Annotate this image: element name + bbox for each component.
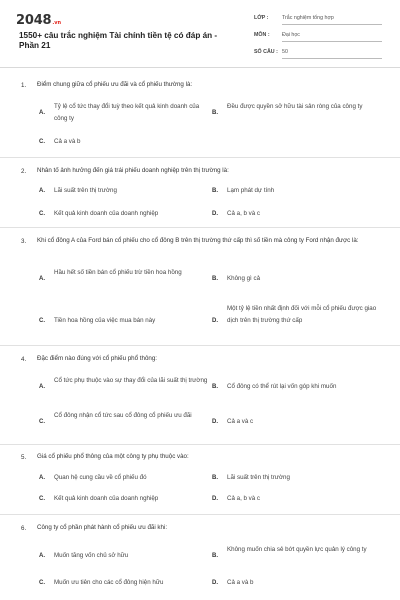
option-text: Đều được quyền sở hữu tài sản ròng của công ty: [227, 103, 363, 110]
option-text: Cổ đông nhận cổ tức sau cổ đông cổ phiếu ưu đãi: [54, 412, 192, 419]
option-letter: A.: [39, 110, 45, 116]
question-number: 6.: [21, 525, 27, 532]
meta-value: Đại học: [282, 32, 300, 38]
option-text: Lãi suất trên thị trường: [227, 474, 290, 481]
option-text: Cả a và b: [54, 138, 81, 145]
option-text: Cả a, b và c: [227, 210, 261, 217]
question-text: Khi cổ đông A của Ford bán cổ phiếu cho cổ đông B trên thị trường thứ cấp thì số tiền mà công ty Ford nhận được là:: [37, 237, 359, 244]
question-4: [0, 346, 400, 445]
option-letter: B.: [212, 110, 218, 116]
meta-label: MÔN :: [254, 32, 270, 38]
option-text: Kết quả kinh doanh của doanh nghiệp: [54, 495, 159, 502]
option-letter: A.: [39, 553, 45, 559]
meta-row-class: [254, 13, 382, 25]
question-text: Giá cổ phiếu phổ thông của một công ty phụ thuộc vào:: [37, 453, 189, 460]
option-letter: B.: [212, 553, 218, 559]
option-text: Cổ tức phụ thuộc vào sự thay đổi của lãi suất thị trường: [54, 377, 208, 384]
option-text: Cả a và b: [227, 579, 254, 586]
meta-info: [254, 13, 382, 59]
option-text: Cổ đông có thể rút lại vốn góp khi muốn: [227, 383, 337, 390]
question-text: Điểm chung giữa cổ phiếu ưu đãi và cổ phiếu thường là:: [37, 81, 193, 88]
question-1: [0, 68, 400, 158]
option-letter: C.: [39, 139, 45, 145]
option-letter: A.: [39, 188, 45, 194]
option-text: Không gì cả: [227, 275, 261, 282]
document-title: 1550+ câu trắc nghiệm Tài chính tiền tệ có đáp án - Phần 21: [19, 31, 218, 50]
option-letter: B.: [212, 276, 218, 282]
question-text: Công ty cổ phần phát hành cổ phiếu ưu đãi khi:: [37, 524, 168, 531]
option-text: Tỷ lệ cổ tức thay đổi tuỳ theo kết quả kinh doanh của công ty: [54, 103, 200, 122]
question-6: [0, 515, 400, 600]
option-letter: C.: [39, 211, 45, 217]
option-letter: B.: [212, 384, 218, 390]
option-text: Lãi suất trên thị trường: [54, 187, 117, 194]
meta-value: 50: [282, 49, 288, 55]
option-text: Cả a, b và c: [227, 495, 261, 502]
option-letter: A.: [39, 475, 45, 481]
option-text: Lạm phát dự tính: [227, 187, 275, 194]
meta-value: Trắc nghiệm tổng hợp: [282, 15, 334, 21]
question-text: Nhân tố ảnh hưởng đến giá trái phiếu doanh nghiệp trên thị trường là:: [37, 167, 229, 174]
option-text: Muốn ưu tiên cho các cổ đông hiện hữu: [54, 579, 164, 586]
question-number: 4.: [21, 356, 27, 363]
option-letter: A.: [39, 276, 45, 282]
logo-text: 2048: [16, 13, 52, 28]
option-letter: B.: [212, 188, 218, 194]
option-letter: D.: [212, 580, 218, 586]
option-text: Một tỷ lệ tiền nhất định đối với mỗi cổ phiếu được giao dịch trên thị trường thứ cấp: [227, 305, 377, 324]
question-5: [0, 445, 400, 515]
option-letter: D.: [212, 211, 218, 217]
meta-row-count: [254, 47, 382, 59]
question-3: [0, 228, 400, 346]
question-number: 2.: [21, 168, 27, 175]
option-text: Quan hệ cung cầu về cổ phiếu đó: [54, 474, 147, 481]
option-letter: C.: [39, 318, 45, 324]
site-logo[interactable]: [16, 13, 61, 28]
option-letter: D.: [212, 318, 218, 324]
meta-underline: [282, 41, 382, 42]
option-letter: C.: [39, 419, 45, 425]
option-text: Không muốn chia sẻ bớt quyền lực quản lý công ty: [227, 546, 367, 553]
option-letter: D.: [212, 419, 218, 425]
question-number: 3.: [21, 238, 27, 245]
option-text: Cả a và c: [227, 418, 254, 425]
question-2: [0, 158, 400, 228]
meta-underline: [282, 58, 382, 59]
option-letter: B.: [212, 475, 218, 481]
option-letter: D.: [212, 496, 218, 502]
option-text: Tiền hoa hồng của việc mua bán này: [54, 317, 156, 324]
meta-label: SỐ CÂU :: [254, 49, 278, 55]
meta-label: LỚP :: [254, 15, 269, 21]
option-text: Kết quả kinh doanh của doanh nghiệp: [54, 210, 159, 217]
option-letter: C.: [39, 580, 45, 586]
question-text: Đặc điểm nào đúng với cổ phiếu phổ thông:: [37, 355, 157, 362]
question-number: 5.: [21, 454, 27, 461]
meta-underline: [282, 24, 382, 25]
meta-row-subject: [254, 30, 382, 42]
option-letter: A.: [39, 384, 45, 390]
question-number: 1.: [21, 82, 27, 89]
option-text: Hầu hết số tiền bán cổ phiếu trừ tiền hoa hồng: [54, 269, 182, 276]
logo-domain: .vn: [52, 20, 62, 26]
option-letter: C.: [39, 496, 45, 502]
option-text: Muốn tăng vốn chủ sở hữu: [54, 552, 129, 559]
document-header: [0, 0, 400, 68]
